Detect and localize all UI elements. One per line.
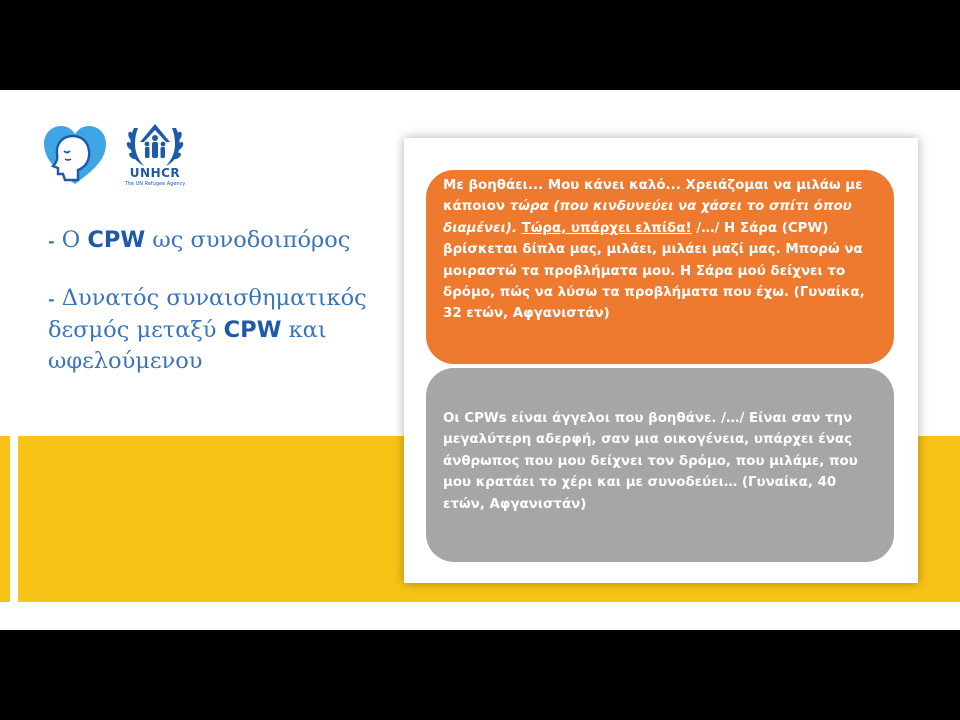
quote-bubble-gray: Οι CPWs είναι άγγελοι που βοηθάνε. /…/ Είναι σαν την μεγαλύτερη αδερφή, σαν μια οικογένεια, υπάρχει ένας άνθρωπος που μου δείχνει τον δρόμο, που μιλάμε, που μου κρατάει το χέρι και με συνοδεύει… (Γυναίκα, 40 ετών, Αφγανιστάν) bbox=[426, 368, 894, 562]
heart-head-logo-icon bbox=[42, 124, 108, 186]
band-divider bbox=[10, 436, 18, 602]
unhcr-sub-label: The UN Refugee Agency bbox=[124, 181, 186, 187]
slide bbox=[0, 90, 960, 630]
quotes-card bbox=[404, 138, 918, 583]
left-text-block bbox=[48, 225, 393, 403]
people-shelter-icon bbox=[140, 124, 170, 158]
quote-bubble-orange: Με βοηθάει... Μου κάνει καλό... Χρειάζομαι να μιλάω με κάποιον τώρα (που κινδυνεύει να χάσει το σπίτι όπου διαμένει). Τώρα, υπάρχει ελπίδα! /…/ Η Σάρα (CPW) βρίσκεται δίπλα μας, μιλάει, μιλάει μαζί μας. Μπορώ να μοιραστώ τα προβλήματα μου. Η Σάρα μού δείχνει το δρόμο, πώς να λύσω τα προβλήματα που έχω. (Γυναίκα, 32 ετών, Αφγανιστάν) bbox=[426, 170, 894, 364]
unhcr-label: UNHCR bbox=[129, 166, 181, 180]
point-companion: - Ο CPW ως συνοδοιπόρος bbox=[48, 227, 351, 253]
unhcr-logo bbox=[122, 118, 188, 190]
point-emotional-bond: - Δυνατός συναισθηματικός δεσμός μεταξύ CPW και ωφελούμενου bbox=[48, 285, 367, 374]
